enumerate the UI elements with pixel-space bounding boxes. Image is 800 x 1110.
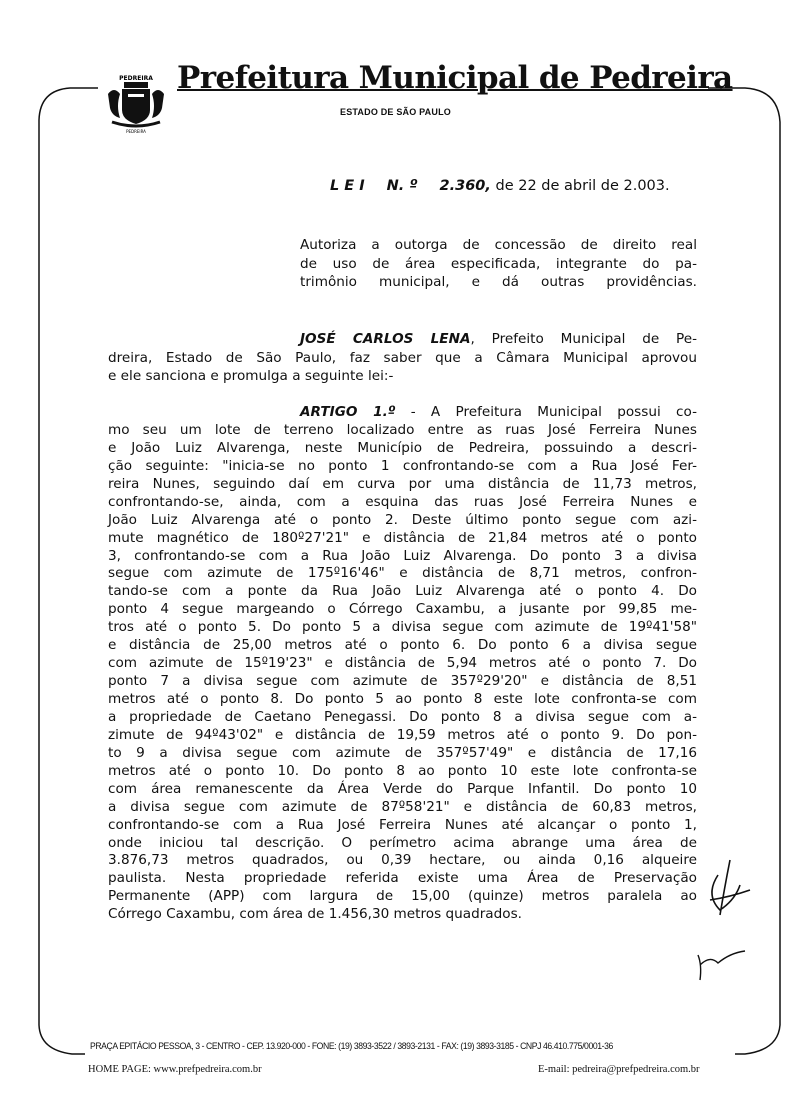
article-line: metros até o ponto 8. Do ponto 5 ao ponto 8 este lote confronta-se com	[108, 691, 697, 707]
law-number: 2.360,	[439, 178, 491, 194]
article-line: 3, confrontando-se com a Rua João Luiz Alvarenga. Do ponto 3 a divisa	[108, 547, 697, 564]
footer-address: PRAÇA EPITÁCIO PESSOA, 3 - CENTRO - CEP. 13.920-000 - FONE: (19) 3893-3522 / 3893-2131 - FAX: (19) 3893-3185 - CNPJ 46.410.775/0001-36	[90, 1041, 613, 1051]
article-line: ponto 4 segue margeando o Córrego Caxambu, a jusante por 99,85 me-	[108, 601, 697, 618]
article-line: tros até o ponto 5. Do ponto 5 a divisa segue com azimute de 19º41'58"	[108, 619, 697, 636]
law-date: de 22 de abril de 2.003.	[490, 178, 670, 194]
summary-line: trimônio municipal, e dá outras providências.	[300, 274, 697, 290]
footer-homepage: HOME PAGE: www.prefpedreira.com.br	[88, 1064, 262, 1075]
law-summary	[300, 236, 697, 292]
article-line	[108, 404, 697, 422]
coat-of-arms-logo	[104, 72, 168, 134]
law-label: L E I	[330, 178, 365, 194]
article-line: onde iniciou tal descrição. O perímetro acima abrange uma área de	[108, 834, 697, 851]
svg-text:PEDREIRA: PEDREIRA	[119, 75, 153, 82]
article-line: segue com azimute de 175º16'46" e distância de 8,71 metros, confron-	[108, 565, 697, 582]
intro-line	[108, 330, 697, 349]
article-1	[108, 404, 697, 924]
article-line: com área remanescente da Área Verde do Parque Infantil. Do ponto 10	[108, 780, 697, 797]
article-line: a propriedade de Caetano Penegassi. Do ponto 8 a divisa segue com a-	[108, 708, 697, 725]
law-heading	[330, 178, 670, 194]
article-line: Córrego Caxambu, com área de 1.456,30 metros quadrados.	[108, 906, 522, 923]
article-line: mo seu um lote de terreno localizado entre as ruas José Ferreira Nunes	[108, 421, 697, 438]
article-line: tando-se com a ponte da Rua João Luiz Alvarenga até o ponto 4. Do	[108, 583, 697, 600]
article-line: João Luiz Alvarenga até o ponto 2. Deste último ponto segue com azi-	[108, 511, 697, 528]
handwritten-signatures	[690, 855, 780, 985]
article-label: ARTIGO 1.º	[300, 404, 396, 420]
law-number-label: N. º	[386, 178, 418, 194]
article-line: com azimute de 15º19'23" e distância de 5,94 metros até o ponto 7. Do	[108, 655, 697, 672]
header-subtitle: ESTADO DE SÃO PAULO	[340, 107, 451, 117]
article-line: mute magnético de 180º27'21" e distância de 21,84 metros até o ponto	[108, 529, 697, 546]
article-line: to 9 a divisa segue com azimute de 357º57'49" e distância de 17,16	[108, 744, 697, 761]
intro-line: dreira, Estado de São Paulo, faz saber que a Câmara Municipal aprovou	[108, 349, 697, 366]
article-line: ponto 7 a divisa segue com azimute de 357º29'20" e distância de 8,51	[108, 673, 697, 690]
article-line: confrontando-se com a Rua José Ferreira Nunes até alcançar o ponto 1,	[108, 816, 697, 833]
intro-text: , Prefeito Municipal de Pe-	[470, 331, 697, 347]
article-line: e João Luiz Alvarenga, neste Município de Pedreira, possuindo a descri-	[108, 439, 697, 456]
article-line: zimute de 94º43'02" e distância de 19,59 metros até o ponto 9. Do pon-	[108, 726, 697, 743]
article-line: 3.876,73 metros quadrados, ou 0,39 hectare, ou ainda 0,16 alqueire	[108, 852, 697, 869]
article-text: - A Prefeitura Municipal possui co-	[395, 404, 697, 420]
article-line: ção seguinte: "inicia-se no ponto 1 confrontando-se com a Rua José Fer-	[108, 457, 697, 474]
footer-email: E-mail: pedreira@prefpedreira.com.br	[538, 1064, 700, 1075]
intro-line: e ele sanciona e promulga a seguinte lei:-	[108, 368, 394, 384]
article-line: confrontando-se, ainda, com a esquina das ruas José Ferreira Nunes e	[108, 493, 697, 510]
svg-text:PEDREIRA: PEDREIRA	[126, 129, 146, 134]
summary-line: de uso de área especificada, integrante do pa-	[300, 255, 697, 272]
article-line: a divisa segue com azimute de 87º58'21" e distância de 60,83 metros,	[108, 798, 697, 815]
article-line: e distância de 25,00 metros até o ponto 6. Do ponto 6 a divisa segue	[108, 637, 697, 654]
header-title: Prefeitura Municipal de Pedreira	[177, 60, 733, 96]
article-line: paulista. Nesta propriedade referida existe uma Área de Preservação	[108, 870, 697, 887]
mayor-name: JOSÉ CARLOS LENA	[300, 331, 471, 347]
article-line: Permanente (APP) com largura de 15,00 (quinze) metros paralela ao	[108, 888, 697, 905]
article-line: reira Nunes, seguindo daí em curva por uma distância de 11,73 metros,	[108, 475, 697, 492]
article-line: metros até o ponto 10. Do ponto 8 ao ponto 10 este lote confronta-se	[108, 762, 697, 779]
enactment-paragraph	[108, 330, 697, 386]
summary-line: Autoriza a outorga de concessão de direito real	[300, 237, 697, 253]
